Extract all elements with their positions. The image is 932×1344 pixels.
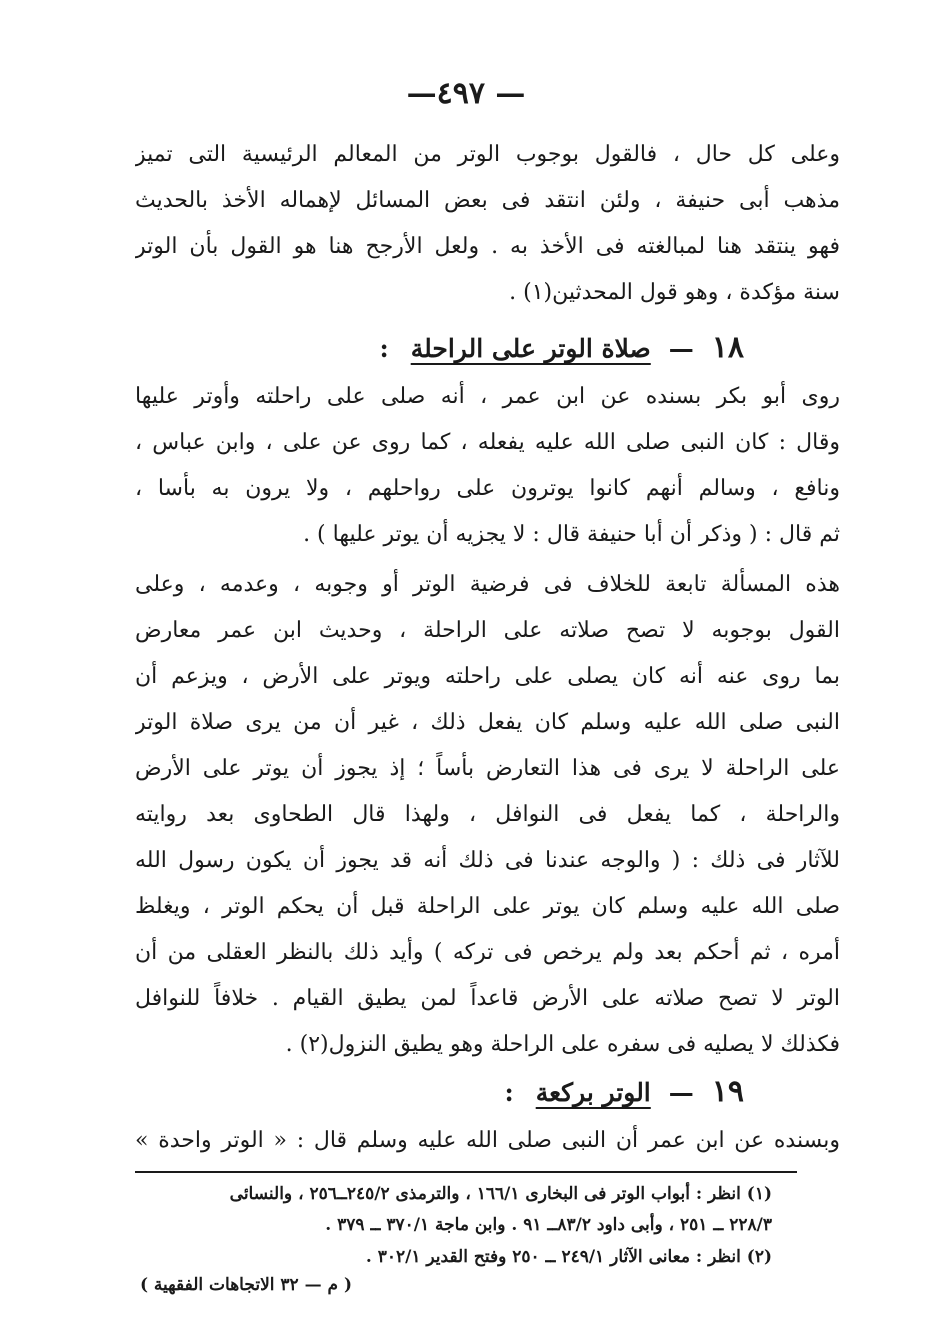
paragraph-1-line-4: سنة مؤكدة ، وهو قول المحدثين(١) . <box>509 280 840 305</box>
heading-18-colon: : <box>379 334 389 363</box>
paragraph-3-line-10: الوتر لا تصح صلاته على الأرض قاعداً لمن يطيق القيام . خلافاً للنوافل <box>135 986 840 1011</box>
paragraph-3-line-6: والراحلة ، كما يفعل فى النوافل ، ولهذا قال الطحاوى بعد روايته <box>135 802 840 827</box>
paragraph-3-line-2: القول بوجوبه لا تصح صلاته على الراحلة ، وحديث ابن عمر معارض <box>135 618 840 643</box>
paragraph-4-line-1: وبسنده عن ابن عمر أن النبى صلى الله عليه وسلم قال : « الوتر واحدة » <box>135 1128 840 1153</box>
paragraph-1-line-3: فهو ينتقد هنا لمبالغته فى الأخذ به . ولعل الأرجح هنا هو القول بأن الوتر <box>135 234 840 259</box>
paragraph-3-line-4: النبى صلى الله عليه وسلم كان يفعل ذلك ، غير أن من يرى صلاة الوتر <box>135 710 840 735</box>
footnote-separator <box>135 1171 797 1173</box>
signature-mark: ( م — ٣٢ الاتجاهات الفقهية ) <box>139 1275 352 1295</box>
paragraph-2-line-1: روى أبو بكر بسنده عن ابن عمر ، أنه صلى على راحلته وأوتر عليها <box>135 384 840 409</box>
heading-19-colon: : <box>504 1078 514 1107</box>
paragraph-3-line-5: على الراحلة لا يرى فى هذا التعارض بأساً ؛ إذ يجوز أن يوتر على الأرض <box>135 756 840 781</box>
heading-18-title: صلاة الوتر على الراحلة <box>410 334 651 363</box>
paragraph-3-line-1: هذه المسألة تابعة للخلاف فى فرضية الوتر أو وجوبه ، وعدمه ، وعلى <box>135 572 840 597</box>
footnote-2: (٢) انظر : معانى الآثار ٢٤٩/١ ــ ٢٥٠ وفتح القدير ٣٠٢/١ . <box>365 1247 772 1267</box>
section-heading-18 <box>379 328 744 369</box>
paragraph-1-line-2: مذهب أبى حنيفة ، ولئن انتقد فى بعض المسائل لإهماله الأخذ بالحديث <box>135 188 840 213</box>
paragraph-3-line-7: للآثار فى ذلك : ( والوجه عندنا فى ذلك أنه قد يجوز أن يكون رسول الله <box>135 848 840 873</box>
heading-19-dash: — <box>668 1078 694 1107</box>
paragraph-3-line-9: أمره ، ثم أحكم بعد ولم يرخص فى تركه ) وأيد ذلك بالنظر العقلى من أن <box>135 940 840 965</box>
paragraph-2-line-3: ونافع ، وسالم أنهم كانوا يوترون على رواحلهم ، ولا يرون به بأسا ، <box>135 476 840 501</box>
paragraph-3-line-8: صلى الله عليه وسلم كان يوتر على الراحلة قبل أن يحكم الوتر ، ويغلظ <box>135 894 840 919</box>
section-heading-19 <box>504 1072 744 1113</box>
heading-18-dash: — <box>668 334 694 363</box>
paragraph-2-line-2: وقال : كان النبى صلى الله عليه يفعله ، كما روى عن على ، وابن عباس ، <box>135 430 840 455</box>
paragraph-3-line-11: فكذلك لا يصليه فى سفره على الراحلة وهو يطيق النزول(٢) . <box>285 1032 840 1057</box>
paragraph-1-line-1: وعلى كل حال ، فالقول بوجوب الوتر من المعالم الرئيسية التى تميز <box>135 142 840 167</box>
heading-19-title: الوتر بركعة <box>535 1078 651 1107</box>
footnote-1-line-2: ٢٢٨/٣ ــ ٢٥١ ، وأبى داود ٨٣/٢ــ ٩١ . وابن ماجة ٣٧٠/١ ــ ٣٧٩ . <box>325 1215 772 1235</box>
page-number: — ٤٩٧— <box>406 76 526 111</box>
heading-19-number: ١٩ <box>711 1074 744 1109</box>
paragraph-2-line-4: ثم قال : ( وذكر أن أبا حنيفة قال : لا يجزيه أن يوتر عليها ) . <box>303 522 840 547</box>
footnote-1-line-1: (١) انظر : أبواب الوتر فى البخارى ١٦٦/١ ، والترمذى ٢٤٥/٢ــ٢٥٦ ، والنسائى <box>229 1184 772 1204</box>
paragraph-3-line-3: بما روى عنه أنه كان يصلى على راحلته ويوتر على الأرض ، ويزعم أن <box>135 664 840 689</box>
heading-18-number: ١٨ <box>711 330 744 365</box>
